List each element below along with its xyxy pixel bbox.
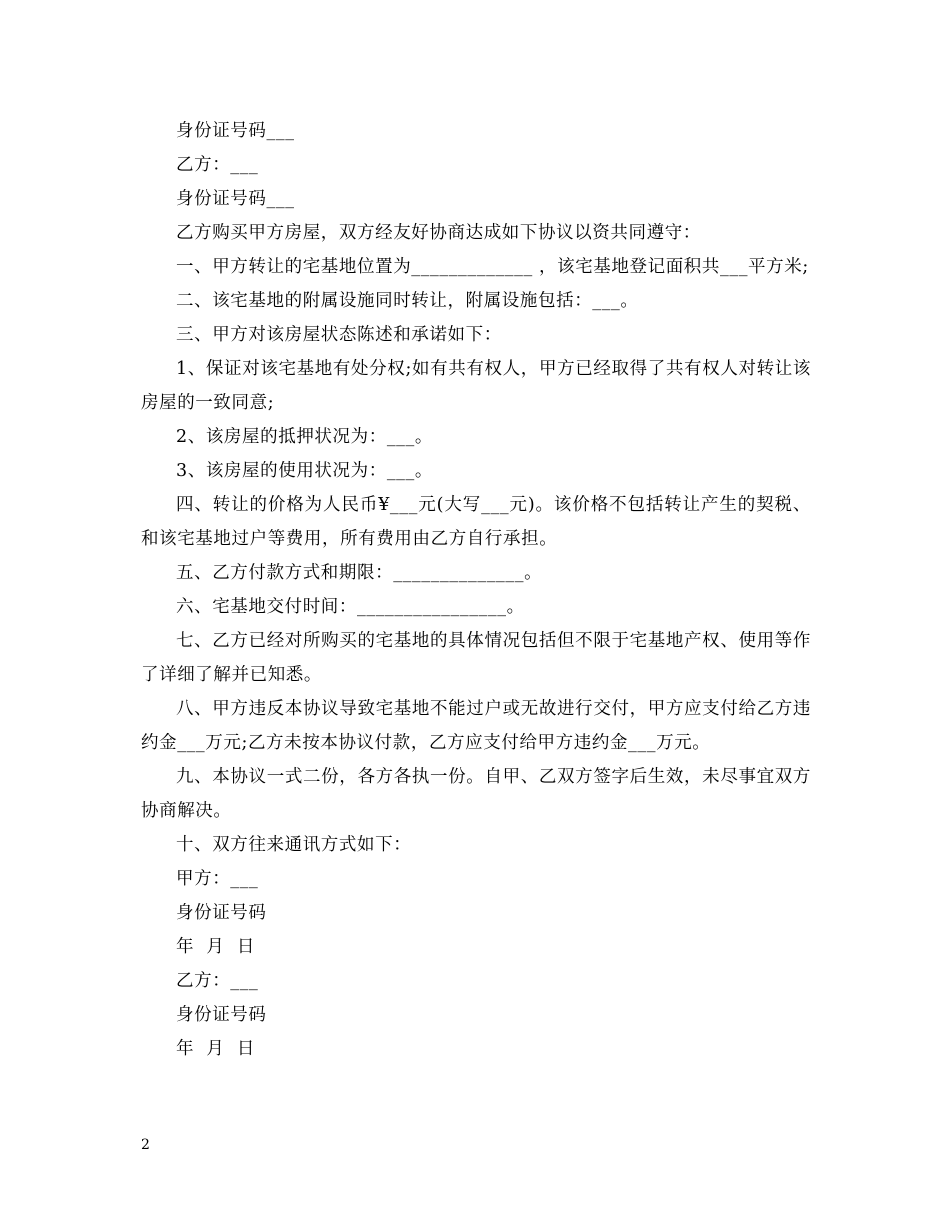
page-number: 2 — [141, 1137, 150, 1153]
clause-8-breach: 八、甲方违反本协议导致宅基地不能过户或无故进行交付，甲方应支付给乙方违约金___万元;乙方未按本协议付款，乙方应支付给甲方违约金___万元。 — [141, 699, 811, 753]
id-number-line: 身份证号码___ — [176, 189, 295, 209]
clause-5-payment: 五、乙方付款方式和期限：______________。 — [176, 563, 543, 583]
document-body — [141, 114, 811, 1066]
agreement-preamble: 乙方购买甲方房屋，双方经友好协商达成如下协议以资共同遵守： — [176, 223, 701, 243]
party-b-id-number: 身份证号码 — [176, 1005, 267, 1025]
clause-1-location: 一、甲方转让的宅基地位置为_____________ ，该宅基地登记面积共___平方米; — [176, 257, 809, 277]
clause-2-facilities: 二、该宅基地的附属设施同时转让，附属设施包括：___。 — [176, 291, 639, 311]
party-b-date: 年 月 日 — [176, 1039, 255, 1059]
party-a-date: 年 月 日 — [176, 937, 255, 957]
id-number-line: 身份证号码___ — [176, 121, 295, 141]
clause-3-item-2: 2、该房屋的抵押状况为：___。 — [176, 427, 433, 447]
party-b-line: 乙方：___ — [176, 155, 259, 175]
party-a-id-number: 身份证号码 — [176, 903, 267, 923]
party-a-signature: 甲方：___ — [176, 869, 259, 889]
clause-6-delivery: 六、宅基地交付时间：________________。 — [176, 597, 525, 617]
party-b-signature: 乙方：___ — [176, 971, 259, 991]
clause-4-price: 四、转让的价格为人民币¥___元(大写___元)。该价格不包括转让产生的契税、和该宅基地过户等费用，所有费用由乙方自行承担。 — [141, 495, 811, 549]
clause-9-copies: 九、本协议一式二份，各方各执一份。自甲、乙双方签字后生效，未尽事宜双方协商解决。 — [141, 767, 811, 821]
clause-10-contact: 十、双方往来通讯方式如下： — [176, 835, 412, 855]
clause-3-item-1: 1、保证对该宅基地有处分权;如有共有权人，甲方已经取得了共有权人对转让该房屋的一致同意; — [141, 359, 811, 413]
clause-3-statement: 三、甲方对该房屋状态陈述和承诺如下： — [176, 325, 502, 345]
clause-3-item-3: 3、该房屋的使用状况为：___。 — [176, 461, 433, 481]
clause-7-acknowledgement: 七、乙方已经对所购买的宅基地的具体情况包括但不限于宅基地产权、使用等作了详细了解并已知悉。 — [141, 631, 811, 685]
